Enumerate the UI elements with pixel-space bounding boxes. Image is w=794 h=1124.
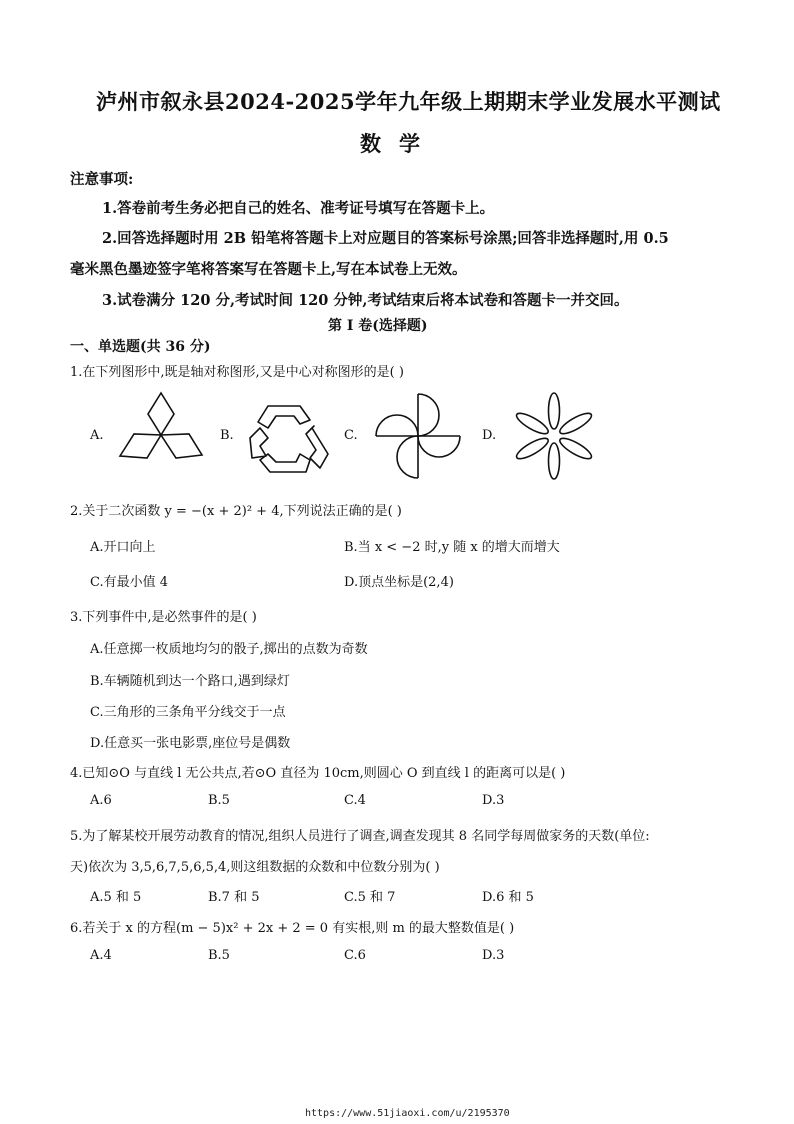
question-4-option-d: D.3 bbox=[482, 793, 505, 808]
question-2-option-b: B.当 x < −2 时,y 随 x 的增大而增大 bbox=[344, 540, 560, 555]
question-6-option-b: B.5 bbox=[208, 948, 230, 963]
notice-item-2: 2.回答选择题时用 2B 铅笔将答题卡上对应题目的答案标号涂黑;回答非选择题时,用 0.5 bbox=[102, 230, 669, 247]
pinwheel-semicircles-figure bbox=[372, 390, 464, 482]
notice-heading: 注意事项: bbox=[70, 171, 134, 188]
part-title: 第 I 卷(选择题) bbox=[328, 318, 428, 334]
question-5-option-a: A.5 和 5 bbox=[90, 890, 142, 905]
question-3-option-a: A.任意掷一枚质地均匀的骰子,掷出的点数为奇数 bbox=[90, 642, 368, 657]
question-4-stem: 4.已知⊙O 与直线 l 无公共点,若⊙O 直径为 10cm,则圆心 O 到直线 l 的距离可以是( ) bbox=[70, 766, 566, 781]
question-6-option-a: A.4 bbox=[90, 948, 112, 963]
question-5-option-b: B.7 和 5 bbox=[208, 890, 260, 905]
question-3-stem: 3.下列事件中,是必然事件的是( ) bbox=[70, 610, 257, 625]
question-5-stem-line-2: 天)依次为 3,5,6,7,5,6,5,4,则这组数据的众数和中位数分别为( ) bbox=[70, 860, 440, 875]
question-1-option-c: C. bbox=[344, 428, 358, 443]
question-2-option-a: A.开口向上 bbox=[90, 540, 156, 555]
question-1-option-d: D. bbox=[482, 428, 497, 443]
question-3-option-b: B.车辆随机到达一个路口,遇到绿灯 bbox=[90, 674, 290, 689]
question-6-option-d: D.3 bbox=[482, 948, 505, 963]
question-2-stem: 2.关于二次函数 y = −(x + 2)² + 4,下列说法正确的是( ) bbox=[70, 504, 402, 519]
question-1-option-b: B. bbox=[220, 428, 234, 443]
section-heading: 一、单选题(共 36 分) bbox=[70, 339, 211, 355]
question-6-option-c: C.6 bbox=[344, 948, 366, 963]
question-2-option-d: D.顶点坐标是(2,4) bbox=[344, 575, 454, 590]
question-5-option-c: C.5 和 7 bbox=[344, 890, 396, 905]
notice-item-2-cont: 毫米黑色墨迹签字笔将答案写在答题卡上,写在本试卷上无效。 bbox=[70, 261, 467, 278]
question-3-option-c: C.三角形的三条角平分线交于一点 bbox=[90, 705, 286, 720]
question-4-option-b: B.5 bbox=[208, 793, 230, 808]
notice-item-3: 3.试卷满分 120 分,考试时间 120 分钟,考试结束后将本试卷和答题卡一并交回。 bbox=[102, 292, 629, 309]
question-5-stem-line-1: 5.为了解某校开展劳动教育的情况,组织人员进行了调查,调查发现其 8 名同学每周做家务的天数(单位: bbox=[70, 829, 650, 844]
question-4-option-a: A.6 bbox=[90, 793, 112, 808]
question-4-option-c: C.4 bbox=[344, 793, 366, 808]
question-5-option-d: D.6 和 5 bbox=[482, 890, 534, 905]
exam-title: 泸州市叙永县2024-2025学年九年级上期期末学业发展水平测试 bbox=[96, 89, 721, 114]
subject-title: 数学 bbox=[360, 131, 438, 156]
question-1-option-a: A. bbox=[90, 428, 104, 443]
three-rhombus-figure bbox=[116, 390, 206, 478]
notice-item-1: 1.答卷前考生务必把自己的姓名、准考证号填写在答题卡上。 bbox=[102, 200, 495, 217]
recycle-arrows-figure bbox=[246, 398, 332, 476]
six-petal-flower-figure bbox=[508, 390, 600, 482]
question-3-option-d: D.任意买一张电影票,座位号是偶数 bbox=[90, 736, 291, 751]
question-2-option-c: C.有最小值 4 bbox=[90, 575, 169, 590]
question-6-stem: 6.若关于 x 的方程(m − 5)x² + 2x + 2 = 0 有实根,则 m 的最大整数值是( ) bbox=[70, 921, 515, 936]
question-1-stem: 1.在下列图形中,既是轴对称图形,又是中心对称图形的是( ) bbox=[70, 365, 404, 380]
footer-link[interactable]: https://www.51jiaoxi.com/u/2195370 bbox=[305, 1108, 510, 1119]
